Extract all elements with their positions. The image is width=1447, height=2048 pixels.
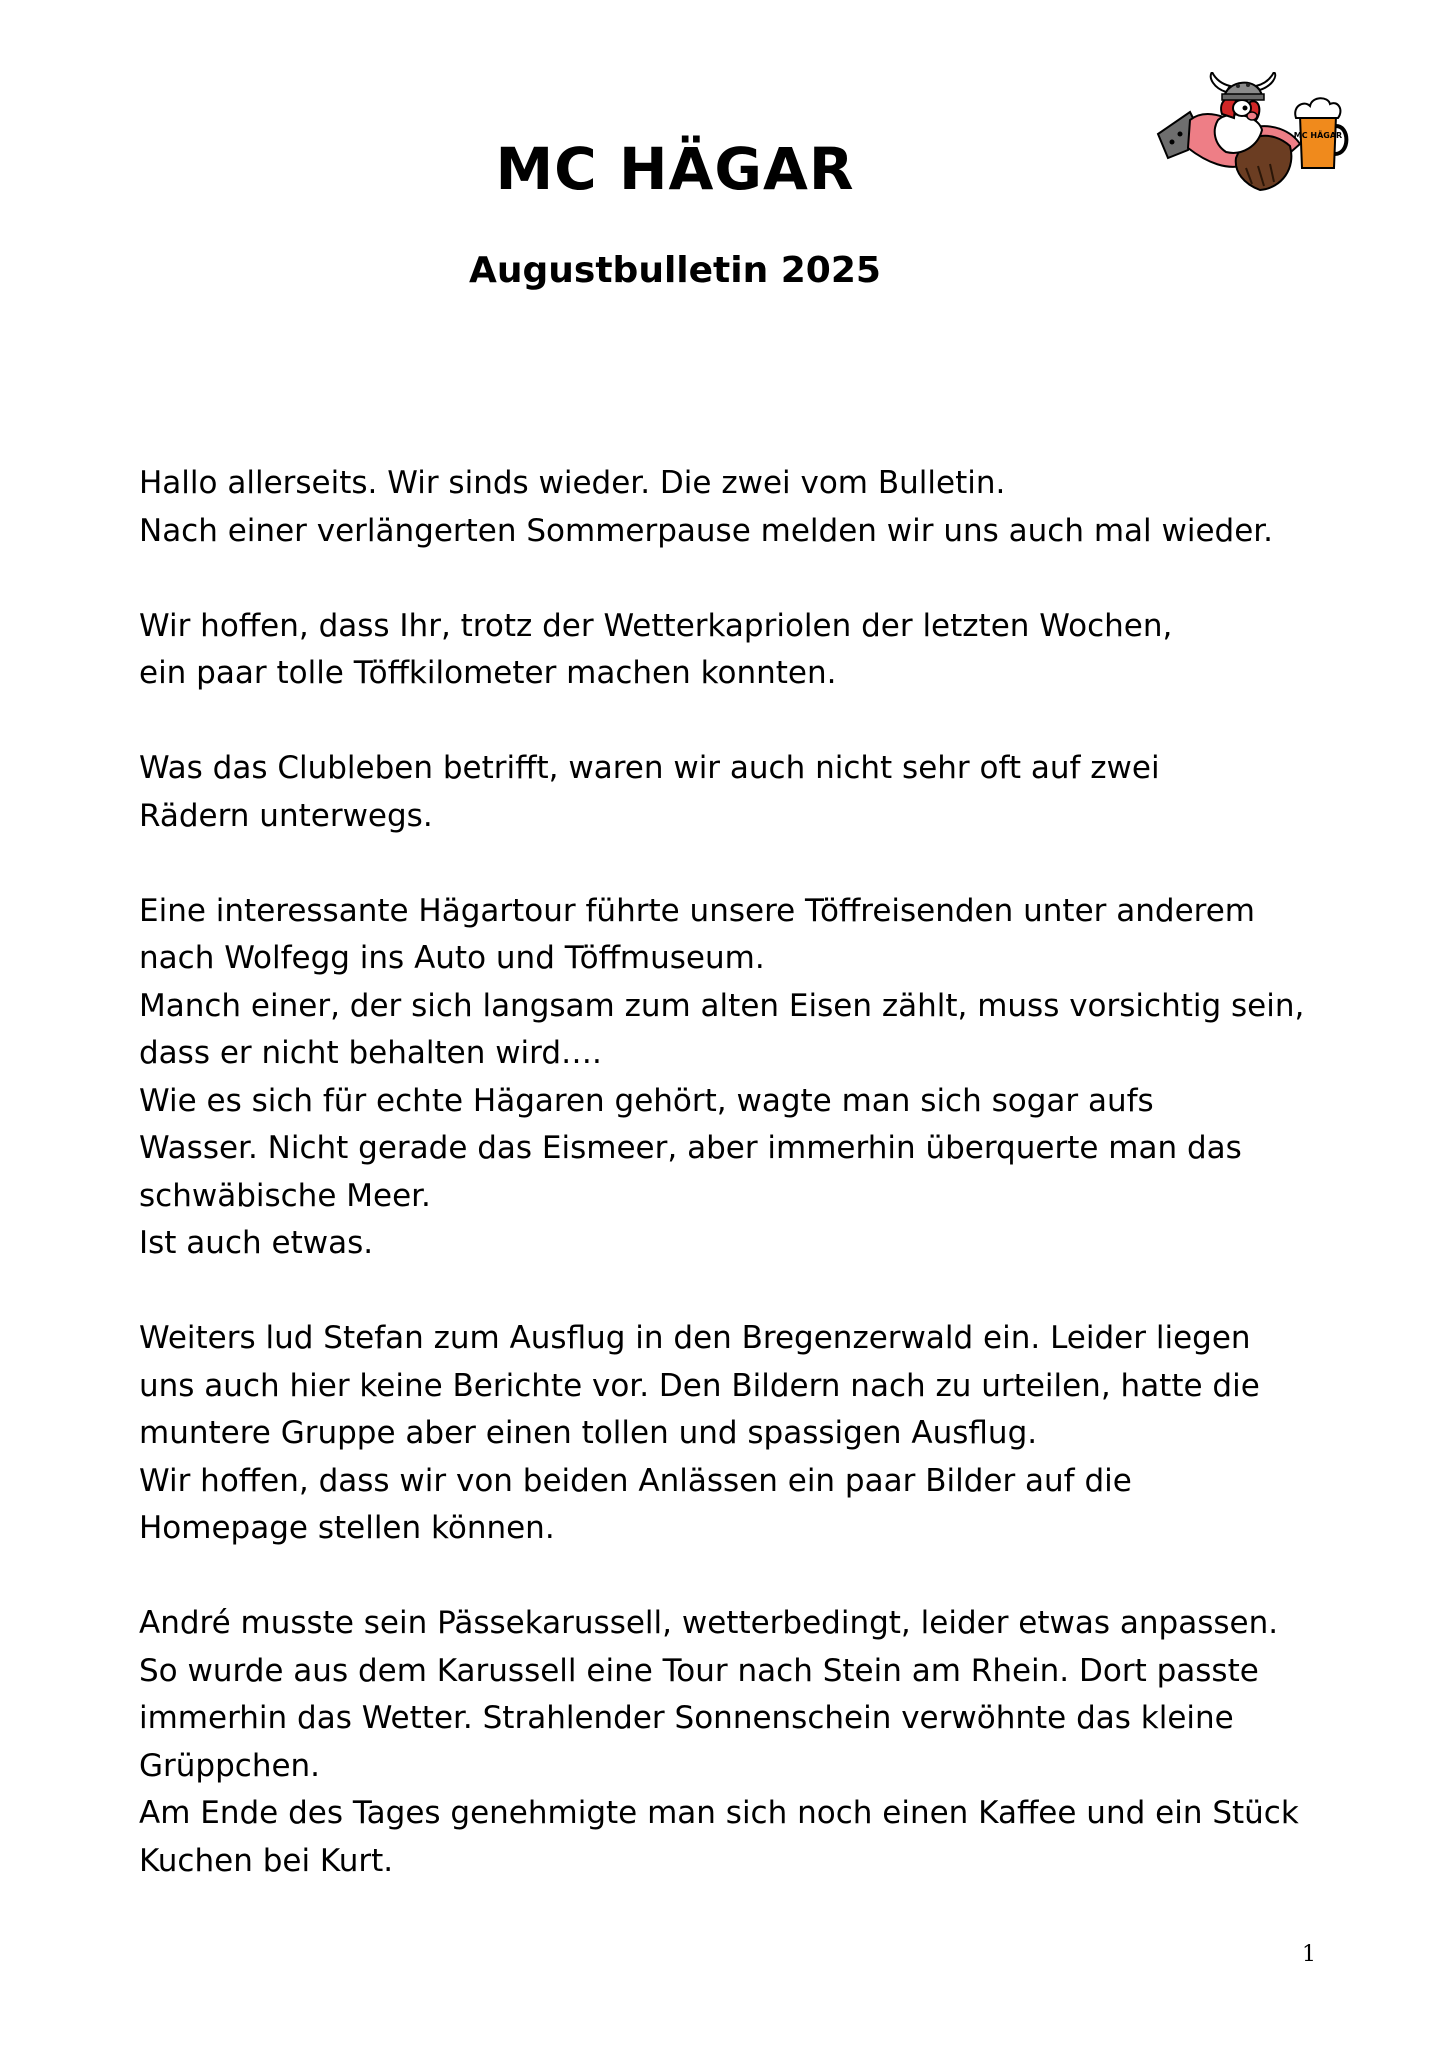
paragraph-clublife <box>139 745 1329 840</box>
text-line: Hallo allerseits. Wir sinds wieder. Die zwei vom Bulletin. <box>139 465 1006 501</box>
page-number: 1 <box>1302 1942 1316 1967</box>
text-line: Kuchen bei Kurt. <box>139 1842 394 1879</box>
text-line: dass er nicht behalten wird…. <box>139 1035 602 1071</box>
bulletin-body <box>139 460 1329 1933</box>
text-line: nach Wolfegg ins Auto und Töffmuseum. <box>139 940 765 976</box>
text-line: Homepage stellen können. <box>139 1510 555 1546</box>
text-line: Rädern unterwegs. <box>139 797 433 834</box>
text-line: Grüppchen. <box>139 1747 321 1784</box>
text-line: Am Ende des Tages genehmigte man sich noch einen Kaffee und ein Stück <box>139 1795 1299 1831</box>
text-line: André musste sein Pässekarussell, wetterbedingt, leider etwas anpassen. <box>139 1605 1279 1641</box>
text-line: ein paar tolle Töffkilometer machen konnten. <box>139 655 837 691</box>
text-line: Manch einer, der sich langsam zum alten Eisen zählt, muss vorsichtig sein, <box>139 987 1305 1024</box>
text-line: Was das Clubleben betrifft, waren wir auch nicht sehr oft auf zwei <box>139 750 1160 786</box>
text-line: Wie es sich für echte Hägaren gehört, wagte man sich sogar aufs <box>139 1082 1154 1119</box>
text-line: Eine interessante Hägartour führte unsere Töffreisenden unter anderem <box>139 892 1255 929</box>
text-line: uns auch hier keine Berichte vor. Den Bildern nach zu urteilen, hatte die <box>139 1367 1260 1404</box>
page-title: MC HÄGAR <box>495 135 855 203</box>
paragraph-hagartour <box>139 888 1329 1268</box>
text-line: Weiters lud Stefan zum Ausflug in den Bregenzerwald ein. Leider liegen <box>139 1320 1251 1356</box>
text-line: Wasser. Nicht gerade das Eismeer, aber immerhin überquerte man das <box>139 1130 1242 1166</box>
paragraph-weather <box>139 603 1329 698</box>
paragraph-paessekarussell <box>139 1600 1329 1885</box>
text-line: Nach einer verlängerten Sommerpause melden wir uns auch mal wieder. <box>139 512 1274 549</box>
text-line: muntere Gruppe aber einen tollen und spassigen Ausflug. <box>139 1415 1038 1451</box>
text-line: Wir hoffen, dass wir von beiden Anlässen ein paar Bilder auf die <box>139 1462 1132 1499</box>
text-line: immerhin das Wetter. Strahlender Sonnenschein verwöhnte das kleine <box>139 1700 1234 1736</box>
page-subtitle: Augustbulletin 2025 <box>469 250 881 291</box>
paragraph-bregenzerwald <box>139 1315 1329 1553</box>
text-line: Wir hoffen, dass Ihr, trotz der Wetterkapriolen der letzten Wochen, <box>139 607 1173 644</box>
viking-hagar-with-beer-mug-logo-icon <box>1150 72 1360 202</box>
text-line: So wurde aus dem Karussell eine Tour nach Stein am Rhein. Dort passte <box>139 1652 1259 1689</box>
text-line: Ist auch etwas. <box>139 1225 374 1261</box>
logo-mug-text-top: MC HÄGAR <box>1293 131 1343 140</box>
paragraph-greeting <box>139 460 1329 555</box>
text-line: schwäbische Meer. <box>139 1177 431 1214</box>
